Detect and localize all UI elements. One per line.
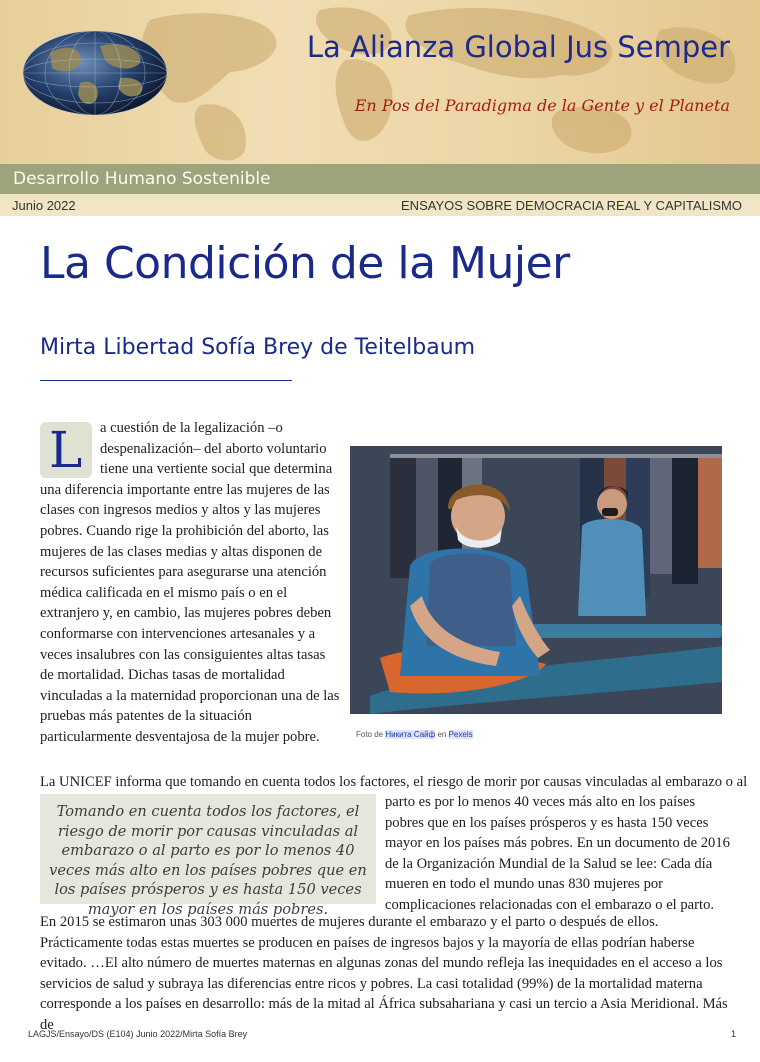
author-name: Mirta Libertad Sofía Brey de Teitelbaum — [40, 335, 476, 360]
photo-source-link[interactable]: Pexels — [448, 730, 473, 739]
paragraph-2-column: parto es por lo menos 40 veces más alto en los países pobres que en los países prósperos y es hasta 150 veces mayor en los países más pobres. En un documento de 2016 de la Organización Mundial de la Salud se lee: Cada día mueren en todo el mundo unas 830 mujeres por complicaciones relacionadas con el embarazo o el parto. — [385, 794, 730, 913]
photo-workers-illustration — [350, 446, 722, 714]
photo-credit-middle: en — [437, 730, 447, 739]
pull-quote: Tomando en cuenta todos los factores, el riesgo de morir por causas vinculadas al embarazo o al parto es por lo menos 40 veces más alto en los países pobres que en los países prósperos y es hasta 150 veces mayor en los países más pobres. — [40, 794, 376, 904]
globe-logo — [20, 28, 170, 118]
photo-credit-prefix: Foto de — [356, 730, 384, 739]
footer-document-id: LAGJS/Ensayo/DS (E104) Junio 2022/Mirta Sofía Brey — [28, 1029, 248, 1039]
section-bar — [0, 164, 760, 194]
author-divider — [40, 380, 292, 381]
site-subtitle: En Pos del Paradigma de la Gente y el Planeta — [354, 96, 730, 115]
intro-text: a cuestión de la legalización –o despenalización– del aborto voluntario tiene una vertiente social que determina una diferencia importante entre las mujeres de las clases con ingresos medios y altos y las mujeres pobres. Cuando rige la prohibición del aborto, las mujeres de las clases medias y altas disponen de recursos suficientes para asegurarse una atención médica calificada en el mismo país o en el extranjero y, en cambio, las mujeres pobres deben conformarse con intervenciones artesanales y a veces insalubres con las consiguientes altas tasas de mortalidad. Dichas tasas de mortalidad vinculadas a la maternidad proporcionan una de las pruebas más patentes de la situación particularmente desventajosa de la mujer pobre. — [40, 420, 340, 745]
drop-cap — [40, 422, 92, 478]
header-banner — [0, 0, 760, 164]
page-number: 1 — [730, 1029, 736, 1039]
section-name: Desarrollo Humano Sostenible — [13, 169, 271, 189]
photo-credit — [356, 730, 473, 739]
article-title: La Condición de la Mujer — [40, 238, 570, 289]
drop-cap-letter: L — [49, 421, 83, 479]
paragraph-3: En 2015 se estimaron unas 303 000 muertes de mujeres durante el embarazo y el parto o después de ellos. Prácticamente todas estas muertes se producen en países de ingresos bajos y la mayoría de ellas podrían haberse evitado. …El alto número de muertes maternas en algunas zonas del mundo refleja las inequidades en el acceso a los servicios de salud y subraya las diferencias entre ricos y pobres. La casi totalidad (99%) de la mortalidad materna corresponde a los países en desarrollo: más de la mitad al África subsahariana y casi un tercio a Asia Meridional. Más de — [40, 914, 728, 1033]
paragraph-2-first-line: La UNICEF informa que tomando en cuenta todos los factores, el riesgo de morir por causas vinculadas al embarazo o al — [40, 774, 748, 790]
site-title: La Alianza Global Jus Semper — [306, 30, 730, 64]
article-photo — [350, 446, 722, 714]
dateline — [0, 194, 760, 216]
intro-paragraph — [40, 418, 340, 748]
photographer-link[interactable]: Никита Сайф — [385, 730, 436, 739]
issue-date: Junio 2022 — [12, 198, 76, 213]
series-name: ENSAYOS SOBRE DEMOCRACIA REAL Y CAPITALISMO — [401, 198, 742, 213]
